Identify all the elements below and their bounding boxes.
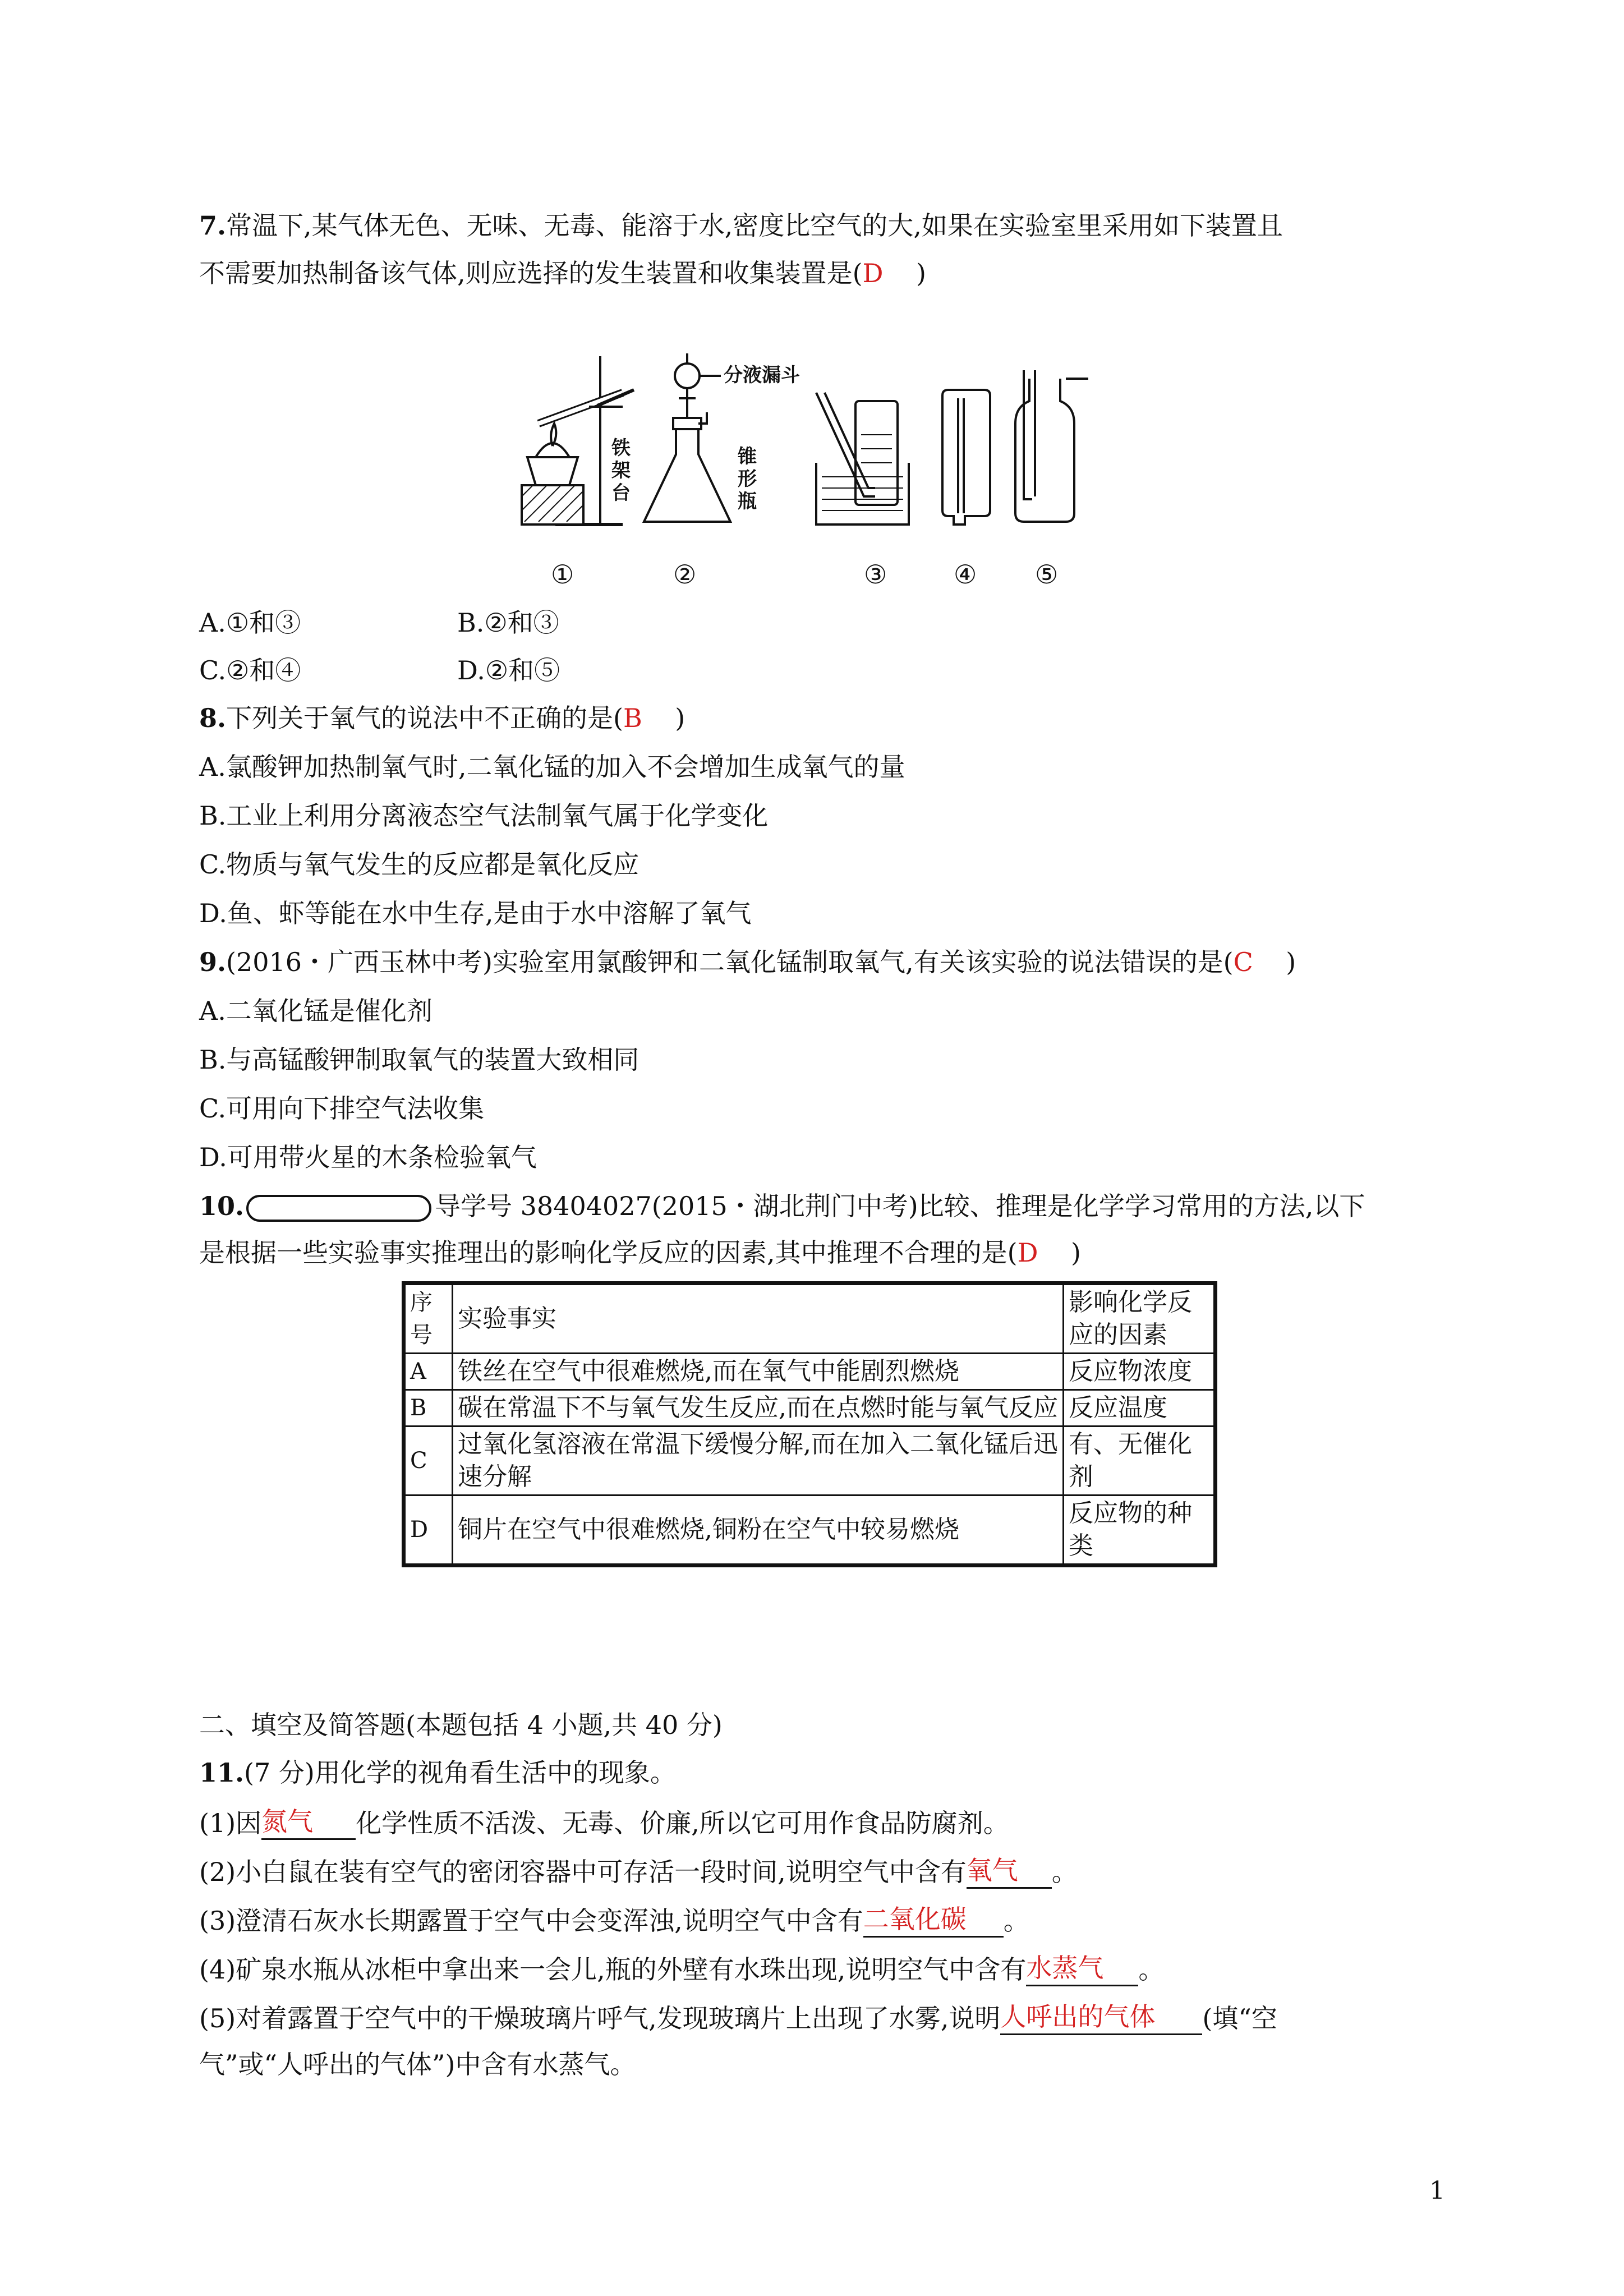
q11-number: 11. — [199, 1757, 245, 1788]
q9-stem-text: (2016・广西玉林中考)实验室用氯酸钾和二氧化锰制取氧气,有关该实验的说法错误的是( — [226, 947, 1234, 977]
apparatus-number-4: ④ — [954, 559, 977, 590]
table-cell-factor: 反应物的种类 — [1064, 1496, 1216, 1566]
q7-number: 7. — [199, 210, 227, 241]
q11-p5-blank — [1000, 2000, 1202, 2035]
q11-p1-pre: (1)因 — [199, 1808, 262, 1838]
apparatus-number-1: ① — [551, 559, 574, 590]
page-number: 1 — [1429, 2177, 1445, 2205]
q11-p2-pre: (2)小白鼠在装有空气的密闭容器中可存活一段时间,说明空气中含有 — [199, 1857, 967, 1887]
q11-p1-post: 化学性质不活泼、无毒、价廉,所以它可用作食品防腐剂。 — [356, 1808, 1009, 1838]
q8-stem-text: 下列关于氧气的说法中不正确的是( — [226, 703, 623, 733]
q9-option-b: B.与高锰酸钾制取氧气的装置大致相同 — [199, 1045, 640, 1075]
q7-option-c: C.②和④ — [199, 655, 301, 685]
q8-number: 8. — [199, 703, 227, 733]
table-cell-fact: 过氧化氢溶液在常温下缓慢分解,而在加入二氧化锰后迅速分解 — [453, 1427, 1064, 1496]
label-iron-stand-1: 铁 — [611, 437, 631, 459]
q8-option-c: C.物质与氧气发生的反应都是氧化反应 — [199, 849, 640, 880]
q7-line2 — [199, 256, 926, 290]
q10-line1 — [199, 1189, 1365, 1223]
table-cell-index: B — [404, 1390, 453, 1427]
q11-p5-post: (填“空 — [1202, 2003, 1277, 2033]
label-iron-stand-2: 架 — [611, 459, 631, 482]
table-header-factor: 影响化学反应的因素 — [1064, 1283, 1216, 1354]
section2-title: 二、填空及简答题(本题包括 4 小题,共 40 分) — [199, 1710, 723, 1740]
apparatus-number-3: ③ — [864, 559, 887, 590]
label-separatory-funnel: 分液漏斗 — [724, 364, 800, 386]
q11-part3 — [199, 1902, 1029, 1938]
q7-line1 — [199, 209, 1283, 242]
q7-options-row2 — [199, 654, 560, 687]
q11-stem-text: (7 分)用化学的视角看生活中的现象。 — [244, 1757, 676, 1788]
table-cell-index: A — [404, 1354, 453, 1390]
q9-option-c: C.可用向下排空气法收集 — [199, 1093, 485, 1124]
apparatus-3-water-trough — [816, 393, 909, 524]
q11-part1 — [199, 1805, 1009, 1840]
q10-table — [402, 1281, 1217, 1567]
q8-option-b: B.工业上利用分离液态空气法制氧气属于化学变化 — [199, 800, 769, 831]
table-cell-fact: 铁丝在空气中很难燃烧,而在氧气中能剧烈燃烧 — [453, 1354, 1064, 1390]
q11-p4-answer: 水蒸气 — [1026, 1953, 1104, 1983]
table-row — [404, 1390, 1216, 1427]
q8-option-d: D.鱼、虾等能在水中生存,是由于水中溶解了氧气 — [199, 898, 752, 928]
table-row — [404, 1496, 1216, 1566]
table-row — [404, 1354, 1216, 1390]
table-cell-factor: 有、无催化剂 — [1064, 1427, 1216, 1496]
table-cell-index: D — [404, 1496, 453, 1566]
q11-p1-blank — [261, 1805, 356, 1840]
apparatus-1-label — [611, 437, 631, 504]
table-cell-index: C — [404, 1427, 453, 1496]
q8-answer: B — [623, 703, 642, 733]
q11-part4 — [199, 1951, 1164, 1986]
label-flask-2: 形 — [738, 468, 757, 490]
q9-close-paren: ) — [1253, 947, 1296, 977]
table-header-index: 序号 — [404, 1283, 453, 1354]
q8-close-paren: ) — [642, 703, 686, 733]
table-header-fact: 实验事实 — [453, 1283, 1064, 1354]
q11-p2-post: 。 — [1051, 1857, 1078, 1887]
q11-p4-post: 。 — [1138, 1954, 1165, 1985]
q7-stem-line1: 常温下,某气体无色、无味、无毒、能溶于水,密度比空气的大,如果在实验室里采用如下装置且 — [226, 210, 1283, 241]
label-iron-stand-3: 台 — [611, 482, 631, 504]
apparatus-4-bottle — [942, 390, 990, 524]
label-flask-3: 瓶 — [738, 490, 757, 513]
q7-option-d: D.②和⑤ — [457, 655, 560, 685]
q10-close-paren: ) — [1038, 1237, 1081, 1268]
q11-stem — [199, 1756, 676, 1789]
q11-p1-answer: 氮气 — [261, 1806, 314, 1837]
q10-answer: D — [1017, 1237, 1038, 1268]
q11-p2-answer: 氧气 — [966, 1855, 1018, 1885]
label-flask-1: 锥 — [738, 445, 757, 468]
q9-option-a: A.二氧化锰是催化剂 — [199, 996, 433, 1026]
table-cell-fact: 铜片在空气中很难燃烧,铜粉在空气中较易燃烧 — [453, 1496, 1064, 1566]
q11-p3-blank — [863, 1902, 1004, 1938]
q11-p3-answer: 二氧化碳 — [863, 1904, 967, 1934]
table-header-row — [404, 1283, 1216, 1354]
q10-stem-line1: 导学号 38404027(2015・湖北荆门中考)比较、推理是化学学习常用的方法,以下 — [435, 1191, 1365, 1221]
rounded-box-icon — [246, 1195, 431, 1222]
apparatus-number-2: ② — [673, 559, 697, 590]
q11-p5-pre: (5)对着露置于空气中的干燥玻璃片呼气,发现玻璃片上出现了水雾,说明 — [199, 2003, 1001, 2033]
table-cell-factor: 反应温度 — [1064, 1390, 1216, 1427]
q7-options-row1 — [199, 606, 559, 639]
q11-p3-pre: (3)澄清石灰水长期露置于空气中会变浑浊,说明空气中含有 — [199, 1906, 863, 1936]
q11-part5 — [199, 2000, 1277, 2035]
q9-answer: C — [1233, 947, 1253, 977]
q7-option-b: B.②和③ — [457, 608, 559, 638]
table-cell-fact: 碳在常温下不与氧气发生反应,而在点燃时能与氧气反应 — [453, 1390, 1064, 1427]
q9-option-d: D.可用带火星的木条检验氧气 — [199, 1142, 537, 1172]
q8-option-a: A.氯酸钾加热制氧气时,二氧化锰的加入不会增加生成氧气的量 — [199, 752, 905, 782]
table-row — [404, 1427, 1216, 1496]
q10-line2 — [199, 1236, 1081, 1269]
q11-p2-blank — [967, 1853, 1052, 1889]
q11-p4-blank — [1026, 1951, 1138, 1986]
q10-stem-line2: 是根据一些实验事实推理出的影响化学反应的因素,其中推理不合理的是( — [199, 1237, 1018, 1268]
apparatus-2-flask — [644, 353, 730, 522]
q11-part5-line2: 气”或“人呼出的气体”)中含有水蒸气。 — [199, 2049, 636, 2079]
table-cell-factor: 反应物浓度 — [1064, 1354, 1216, 1390]
q9-stem — [199, 945, 1296, 979]
q9-number: 9. — [199, 947, 227, 977]
q10-number: 10. — [199, 1191, 245, 1221]
q7-stem-line2: 不需要加热制备该气体,则应选择的发生装置和收集装置是( — [199, 258, 863, 288]
q7-close-paren: ) — [883, 258, 926, 288]
q11-p5-answer: 人呼出的气体 — [1000, 2001, 1156, 2032]
q11-p3-post: 。 — [1003, 1906, 1029, 1936]
q11-p4-pre: (4)矿泉水瓶从冰柜中拿出来一会儿,瓶的外壁有水珠出现,说明空气中含有 — [199, 1954, 1027, 1985]
q7-answer: D — [862, 258, 884, 288]
q11-part2 — [199, 1853, 1078, 1889]
apparatus-figure — [505, 345, 1150, 592]
apparatus-5-bottle — [1015, 370, 1088, 522]
q7-option-a: A.①和③ — [199, 608, 301, 638]
apparatus-number-5: ⑤ — [1035, 559, 1059, 590]
q8-stem — [199, 701, 685, 735]
